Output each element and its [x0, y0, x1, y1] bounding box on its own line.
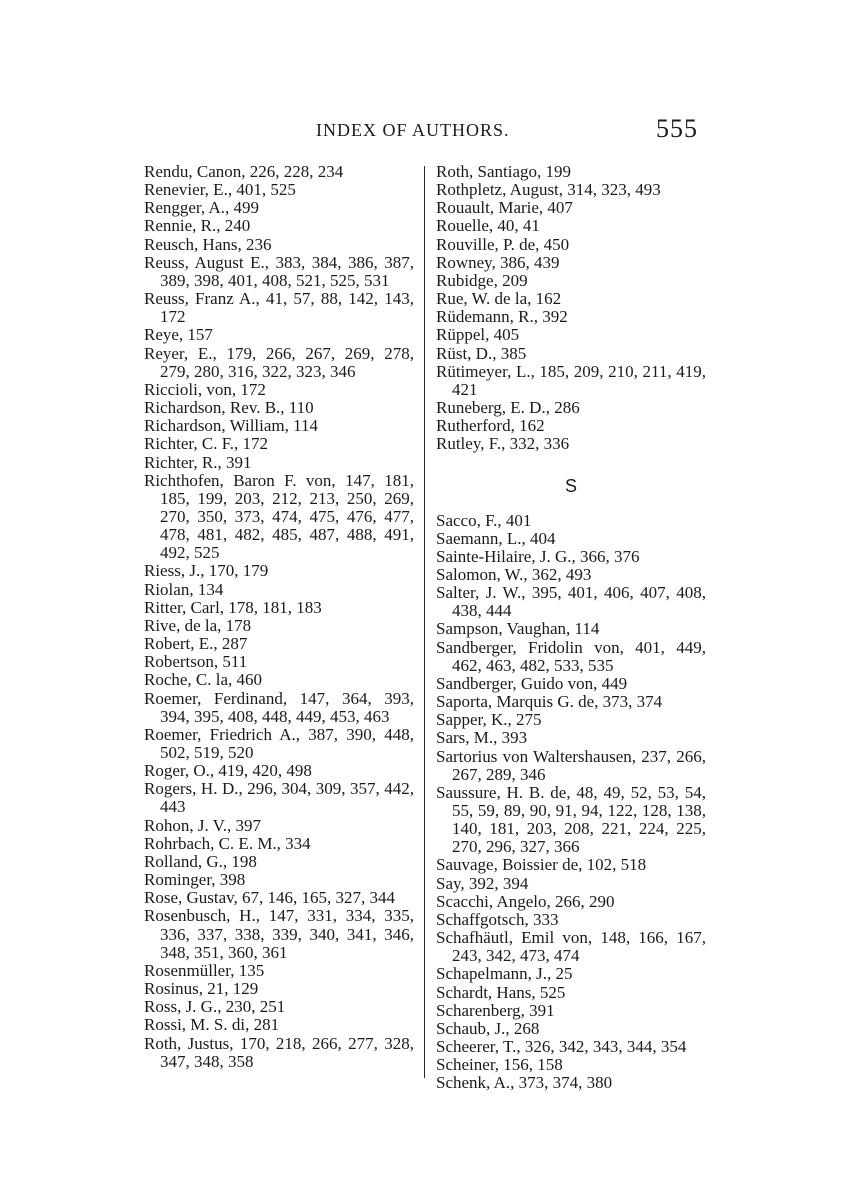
- index-entry: Richter, R., 391: [144, 452, 252, 472]
- index-entry: Riccioli, von, 172: [144, 379, 266, 399]
- index-entry: Roth, Justus, 170, 218, 266, 277, 328, 347, 348, 358: [144, 1033, 414, 1071]
- page-number: 555: [656, 114, 698, 143]
- index-entry: Rendu, Canon, 226, 228, 234: [144, 162, 344, 181]
- index-entry: Sandberger, Fridolin von, 401, 449, 462, 463, 482, 533, 535: [436, 637, 706, 675]
- index-entry: Robertson, 511: [144, 652, 248, 672]
- index-entry: Scheerer, T., 326, 342, 343, 344, 354: [436, 1037, 687, 1057]
- index-entry: Sandberger, Guido von, 449: [436, 673, 628, 693]
- index-entry: Saporta, Marquis G. de, 373, 374: [436, 692, 663, 712]
- section-letter-heading: S: [564, 475, 577, 496]
- index-entry: Saemann, L., 404: [436, 528, 556, 548]
- index-entry: Rogers, H. D., 296, 304, 309, 357, 442, 443: [144, 779, 414, 817]
- index-entry: Riess, J., 170, 179: [144, 561, 269, 581]
- index-entry: Schaub, J., 268: [436, 1018, 540, 1038]
- index-entry: Reyer, E., 179, 266, 267, 269, 278, 279, 280, 316, 322, 323, 346: [144, 343, 414, 381]
- index-entry: Rolland, G., 198: [144, 851, 257, 871]
- index-entry: Rosenmüller, 135: [144, 960, 265, 980]
- index-entry: Rubidge, 209: [436, 270, 528, 290]
- index-entry: Ross, J. G., 230, 251: [144, 997, 286, 1017]
- index-entry: Rütimeyer, L., 185, 209, 210, 211, 419, 421: [436, 361, 706, 399]
- index-entry: Roemer, Friedrich A., 387, 390, 448, 502, 519, 520: [144, 724, 414, 762]
- index-entry: Scharenberg, 391: [436, 1000, 555, 1020]
- index-entry: Rothpletz, August, 314, 323, 493: [436, 180, 661, 200]
- index-entry: Rosinus, 21, 129: [144, 979, 259, 999]
- index-entry: Rominger, 398: [144, 870, 246, 890]
- index-entry: Schapelmann, J., 25: [436, 964, 573, 984]
- index-entry: Scheiner, 156, 158: [436, 1055, 563, 1075]
- index-group-s: [436, 512, 706, 1093]
- index-entry: Salter, J. W., 395, 401, 406, 407, 408, 438, 444: [436, 583, 706, 621]
- index-entry: Richardson, William, 114: [144, 416, 319, 436]
- index-entry: Roth, Santiago, 199: [436, 162, 572, 181]
- index-entry: Schenk, A., 373, 374, 380: [436, 1073, 613, 1093]
- index-entry: Sars, M., 393: [436, 728, 528, 748]
- index-entry: Rouault, Marie, 407: [436, 198, 573, 218]
- index-entry: Rüppel, 405: [436, 325, 520, 345]
- index-group-r: [436, 163, 706, 454]
- index-entry: Sampson, Vaughan, 114: [436, 619, 600, 639]
- index-entry: Sacco, F., 401: [436, 510, 532, 530]
- index-entry: Reye, 157: [144, 325, 213, 345]
- index-entry: Riolan, 134: [144, 579, 224, 599]
- index-entry: Richthofen, Baron F. von, 147, 181, 185, 199, 203, 212, 213, 250, 269, 270, 350, 373, 474, 475, 476, 477, 478, 481, 482, 485, 487, 488, 491, 492, 525: [144, 470, 414, 563]
- index-entry: Schafhäutl, Emil von, 148, 166, 167, 243, 342, 473, 474: [436, 928, 706, 966]
- index-entry: Sartorius von Waltershausen, 237, 266, 267, 289, 346: [436, 746, 706, 784]
- index-entry: Sapper, K., 275: [436, 710, 542, 730]
- index-column-left: [144, 163, 414, 1071]
- index-entry: Robert, E., 287: [144, 634, 248, 654]
- index-entry: Salomon, W., 362, 493: [436, 564, 592, 584]
- index-entry: Rengger, A., 499: [144, 198, 259, 218]
- index-entry: Schardt, Hans, 525: [436, 982, 566, 1002]
- index-entry: Scacchi, Angelo, 266, 290: [436, 891, 615, 911]
- index-entry: Richardson, Rev. B., 110: [144, 398, 314, 418]
- page-header: [0, 114, 850, 150]
- index-entry: Rohrbach, C. E. M., 334: [144, 833, 311, 853]
- index-entry: Reuss, August E., 383, 384, 386, 387, 389, 398, 401, 408, 521, 525, 531: [144, 252, 414, 290]
- index-entry: Rüdemann, R., 392: [436, 307, 568, 327]
- index-entry: Rouelle, 40, 41: [436, 216, 540, 236]
- index-entry: Runeberg, E. D., 286: [436, 398, 580, 418]
- index-entry: Roemer, Ferdinand, 147, 364, 393, 394, 395, 408, 448, 449, 453, 463: [144, 688, 414, 726]
- index-entry: Rowney, 386, 439: [436, 252, 560, 272]
- index-entry: Renevier, E., 401, 525: [144, 180, 296, 200]
- index-entry: Rose, Gustav, 67, 146, 165, 327, 344: [144, 888, 396, 908]
- index-entry: Roche, C. la, 460: [144, 670, 263, 690]
- index-entry: Rive, de la, 178: [144, 615, 252, 635]
- index-entry: Rouville, P. de, 450: [436, 234, 570, 254]
- index-entry: Rosenbusch, H., 147, 331, 334, 335, 336, 337, 338, 339, 340, 341, 346, 348, 351, 360, 361: [144, 906, 414, 962]
- index-entry: Sauvage, Boissier de, 102, 518: [436, 855, 647, 875]
- index-column-right: [436, 163, 706, 1093]
- column-divider: [424, 166, 425, 1078]
- index-entry: Ritter, Carl, 178, 181, 183: [144, 597, 322, 617]
- index-entry: Rüst, D., 385: [436, 343, 527, 363]
- index-entry: Rohon, J. V., 397: [144, 815, 261, 835]
- index-entry: Rutherford, 162: [436, 416, 545, 436]
- index-entry: Rossi, M. S. di, 281: [144, 1015, 280, 1035]
- index-entry: Schaffgotsch, 333: [436, 909, 559, 929]
- index-entry: Rennie, R., 240: [144, 216, 251, 236]
- running-title: INDEX OF AUTHORS.: [316, 120, 510, 140]
- index-entry: Reuss, Franz A., 41, 57, 88, 142, 143, 172: [144, 289, 414, 327]
- index-entry: Roger, O., 419, 420, 498: [144, 761, 312, 781]
- index-entry: Sainte-Hilaire, J. G., 366, 376: [436, 546, 640, 566]
- index-entry: Rutley, F., 332, 336: [436, 434, 570, 454]
- index-entry: Saussure, H. B. de, 48, 49, 52, 53, 54, 55, 59, 89, 90, 91, 94, 122, 128, 138, 140, 181, 203, 208, 221, 224, 225, 270, 296, 327, 366: [436, 782, 706, 857]
- index-entry: Say, 392, 394: [436, 873, 529, 893]
- index-entry: Rue, W. de la, 162: [436, 289, 562, 309]
- index-entry: Richter, C. F., 172: [144, 434, 269, 454]
- index-entry: Reusch, Hans, 236: [144, 234, 272, 254]
